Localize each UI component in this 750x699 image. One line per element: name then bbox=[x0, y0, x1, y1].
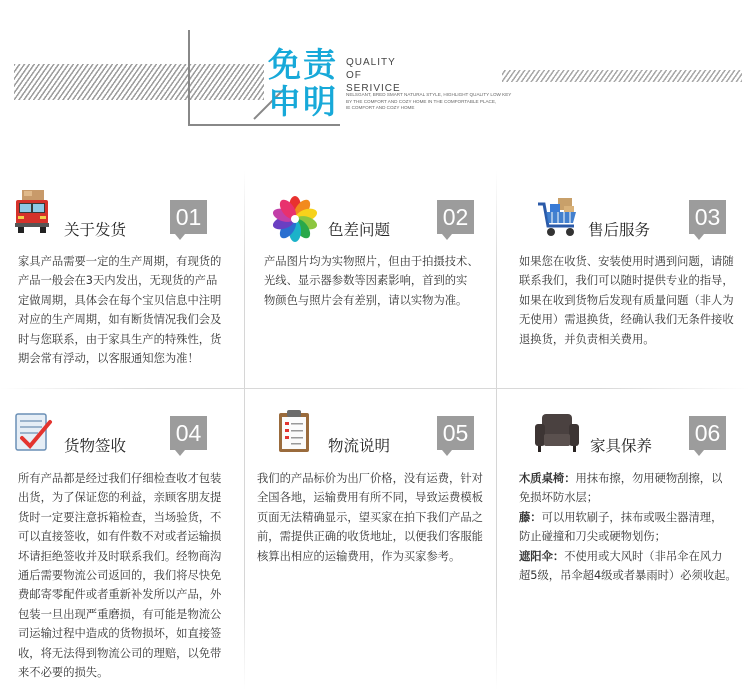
section-number: 01 bbox=[170, 200, 207, 234]
body-line: 来不必要的损失。 bbox=[18, 666, 109, 680]
care-line: 藤：可以用软刷子，抹布或吸尘器清理， bbox=[519, 510, 723, 524]
truck-icon bbox=[12, 188, 52, 234]
body-line: 如果您在收货、安装使用时遇到问题，请随 bbox=[519, 255, 734, 268]
body-line: 核算出相应的运输费用，作为买家参考。 bbox=[257, 549, 461, 563]
body-line: 所有产品都是经过我们仔细检查收才包装 bbox=[18, 472, 222, 485]
body-line: 物颜色与照片会有差别，请以实物为准。 bbox=[264, 293, 468, 307]
body-line: 期会常有浮动，以客服通知您为准！ bbox=[18, 352, 199, 366]
frame-line bbox=[190, 124, 340, 126]
body-line: 货时一定要注意拆箱检查，当场验货，不 bbox=[18, 510, 222, 524]
section-title: 货物签收 bbox=[64, 437, 127, 455]
care-line: 遮阳伞：不使用或大风时（非吊伞在风力 bbox=[519, 549, 723, 563]
color-wheel-icon bbox=[272, 196, 318, 242]
page-title-english: QUALITY OF SERIVICE bbox=[346, 57, 401, 94]
body-line: 无使用）需退换货，经确认我们无条件接收 bbox=[519, 313, 734, 327]
column-divider bbox=[244, 170, 245, 690]
body-line: 费邮寄零配件或者重新补发所以产品，外 bbox=[18, 588, 222, 602]
body-line: 我们的产品标价为出厂价格，没有运费，针对 bbox=[257, 472, 483, 485]
body-line: 可以直接签收，如有件数不对或者运输损 bbox=[18, 530, 222, 544]
body-line: 产品一般会在3天内发出，无现货的产品 bbox=[18, 274, 218, 288]
checklist-icon bbox=[12, 410, 54, 454]
decorative-stripes-right bbox=[502, 70, 742, 82]
body-line: 前，需提供正确的收货地址，以便我们客服能 bbox=[257, 530, 483, 544]
section-body bbox=[264, 252, 479, 310]
care-line: 免损坏防水层； bbox=[519, 491, 599, 505]
section-title: 售后服务 bbox=[588, 221, 651, 239]
body-line: 出货，为了保证您的利益，亲顾客朋友提 bbox=[18, 491, 222, 505]
body-line: 退换货，并负责相关费用。 bbox=[519, 332, 655, 346]
body-line: 包装一旦出现严重磨损，有可能是物流公 bbox=[18, 607, 222, 621]
care-line: 木质桌椅：用抹布擦，勿用硬物刮擦，以 bbox=[519, 472, 723, 485]
page-title: 免责 申明 bbox=[268, 45, 338, 121]
section-title: 物流说明 bbox=[328, 437, 391, 455]
section-number: 02 bbox=[437, 200, 474, 234]
decorative-stripes-left bbox=[14, 64, 264, 100]
section-number: 03 bbox=[689, 200, 726, 234]
body-line: 通后需要物流公司返回的，我们将尽快免 bbox=[18, 569, 222, 583]
body-line: 定做周期，具体会在每个宝贝信息中注明 bbox=[18, 293, 222, 307]
body-line: 页面无法精确显示，望买家在拍下我们产品之 bbox=[257, 510, 483, 524]
frame-line bbox=[188, 30, 190, 126]
care-line: 防止碰撞和刀尖或硬物划伤； bbox=[519, 530, 666, 544]
row-divider bbox=[0, 388, 750, 389]
shopping-cart-icon bbox=[536, 196, 580, 238]
section-number: 05 bbox=[437, 416, 474, 450]
section-body bbox=[18, 469, 221, 682]
body-line: 产品图片均为实物照片，但由于拍摄技术、 bbox=[264, 255, 479, 268]
column-divider bbox=[496, 170, 497, 690]
section-number: 06 bbox=[689, 416, 726, 450]
body-line: 司运输过程中造成的货物损坏，如直接签 bbox=[18, 627, 222, 641]
clipboard-icon bbox=[276, 408, 312, 454]
body-line: 收，将无法得到物流公司的理赔，以免带 bbox=[18, 646, 222, 660]
section-body bbox=[257, 469, 483, 566]
section-body bbox=[18, 252, 221, 368]
body-line: 如果在收到货物后发现有质量问题（非人为 bbox=[519, 293, 734, 307]
section-number: 04 bbox=[170, 416, 207, 450]
armchair-icon bbox=[532, 410, 582, 454]
body-line: 家具产品需要一定的生产周期，有现货的 bbox=[18, 255, 222, 268]
page-subtitle: NELSGANT, BRED SMART NATURAL STYLE, HIGHLIGHT QUALITY LOW KEY BY THE COMFORT AND COZY HOME IN THE COMFORTABLE PLACE, IE COMFORT AND COZY HOME bbox=[346, 92, 512, 111]
section-title: 色差问题 bbox=[328, 221, 391, 239]
care-line: 超5级，吊伞超4级或者暴雨时）必须收起。 bbox=[519, 569, 737, 583]
section-body bbox=[519, 252, 734, 349]
body-line: 坏请拒绝签收并及时联系我们。经物商沟 bbox=[18, 549, 222, 563]
body-line: 光线、显示器参数等因素影响，首到的实 bbox=[264, 274, 468, 288]
section-title: 家具保养 bbox=[590, 437, 653, 455]
body-line: 时与您联系，由于家具生产的特殊性，货 bbox=[18, 332, 222, 346]
body-line: 全国各地，运输费用有所不同，导致运费模板 bbox=[257, 491, 483, 505]
body-line: 联系我们，我们可以随时提供专业的指导， bbox=[519, 274, 734, 288]
section-title: 关于发货 bbox=[64, 221, 127, 239]
body-line: 对应的生产周期，如有断货情况我们会及 bbox=[18, 313, 222, 327]
section-body bbox=[519, 469, 737, 585]
